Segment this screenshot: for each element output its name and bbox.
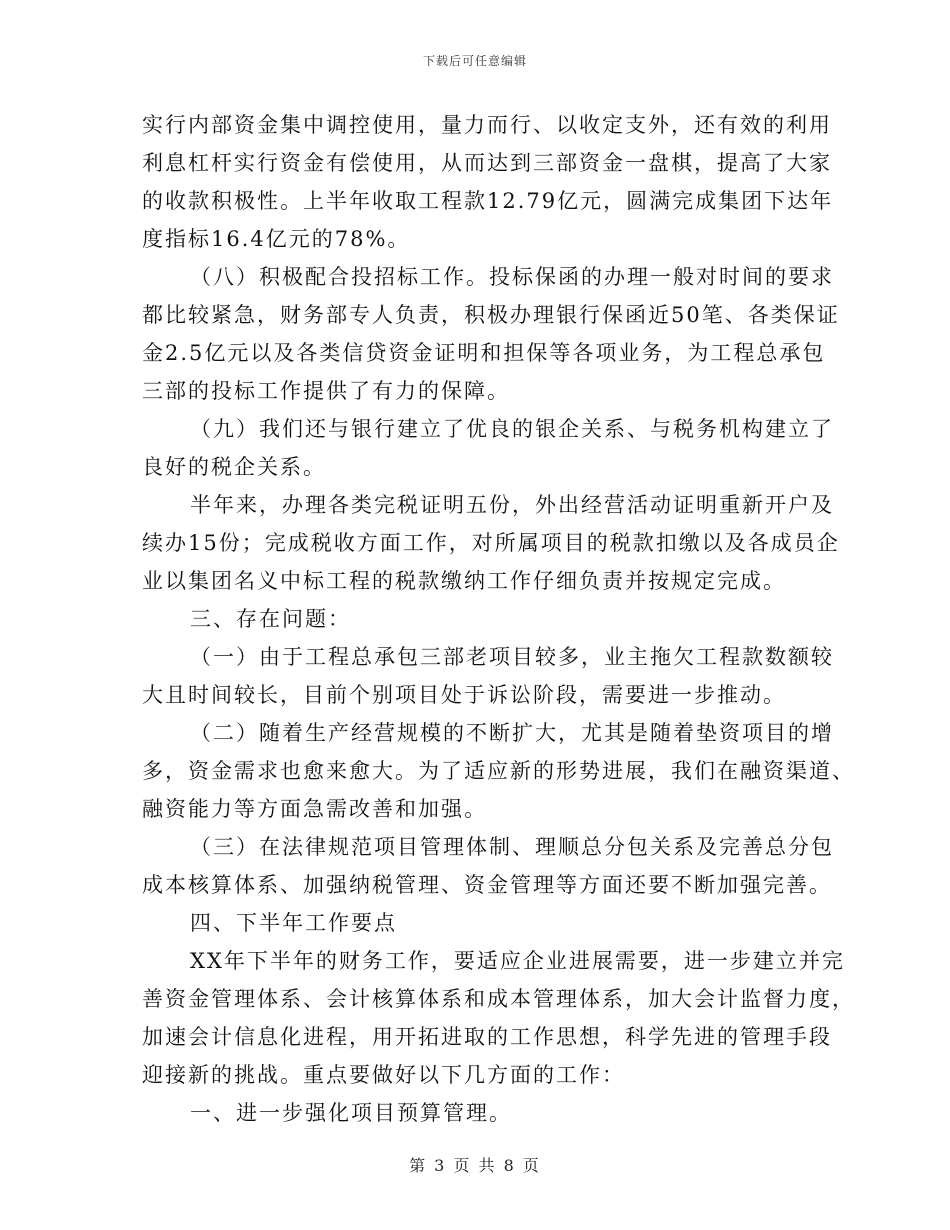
body-line: 都比较紧急，财务部专人负责，积极办理银行保函近50笔、各类保证: [142, 303, 840, 327]
body-line: 多，资金需求也愈来愈大。为了适应新的形势进展，我们在融资渠道、: [142, 759, 855, 783]
page-number-footer: 第 3 页 共 8 页: [409, 1156, 541, 1175]
body-line: 加速会计信息化进程，用开拓进取的工作思想，科学先进的管理手段: [142, 1025, 832, 1049]
body-line: 融资能力等方面急需改善和加强。: [142, 797, 487, 821]
page-header-note: 下载后可任意编辑: [422, 54, 527, 68]
body-line: （三）在法律规范项目管理体制、理顺总分包关系及完善总分包: [190, 835, 834, 859]
body-line: 半年来，办理各类完税证明五份，外出经营活动证明重新开户及: [190, 493, 834, 517]
body-line: 金2.5亿元以及各类信贷资金证明和担保等各项业务，为工程总承包: [142, 341, 826, 365]
body-line: （二）随着生产经营规模的不断扩大，尤其是随着垫资项目的增: [190, 721, 834, 745]
body-line: 迎接新的挑战。重点要做好以下几方面的工作：: [142, 1063, 625, 1087]
body-line: 度指标16.4亿元的78%。: [142, 227, 411, 251]
body-line: 成本核算体系、加强纳税管理、资金管理等方面还要不断加强完善。: [142, 873, 832, 897]
section-heading: 四、下半年工作要点: [190, 911, 397, 935]
body-line: 的收款积极性。上半年收取工程款12.79亿元，圆满完成集团下达年: [142, 189, 834, 213]
section-heading: 三、存在问题：: [190, 607, 351, 631]
body-line: 一、进一步强化项目预算管理。: [190, 1101, 512, 1125]
body-line: 善资金管理体系、会计核算体系和成本管理体系，加大会计监督力度，: [142, 987, 855, 1011]
body-line: XX年下半年的财务工作，要适应企业进展需要，进一步建立并完: [190, 949, 845, 973]
body-line: （九）我们还与银行建立了优良的银企关系、与税务机构建立了: [190, 417, 834, 441]
body-line: 业以集团名义中标工程的税款缴纳工作仔细负责并按规定完成。: [142, 569, 786, 593]
document-body: [142, 106, 855, 1132]
body-line: 实行内部资金集中调控使用，量力而行、以收定支外，还有效的利用: [142, 113, 832, 137]
body-line: 大且时间较长，目前个别项目处于诉讼阶段，需要进一步推动。: [142, 683, 786, 707]
body-line: 良好的税企关系。: [142, 455, 326, 479]
body-line: 利息杠杆实行资金有偿使用，从而达到三部资金一盘棋，提高了大家: [142, 151, 832, 175]
body-line: （一）由于工程总承包三部老项目较多，业主拖欠工程款数额较: [190, 645, 834, 669]
body-line: （八）积极配合投招标工作。投标保函的办理一般对时间的要求: [190, 265, 834, 289]
body-line: 三部的投标工作提供了有力的保障。: [142, 379, 510, 403]
body-line: 续办15份；完成税收方面工作，对所属项目的税款扣缴以及各成员企: [142, 531, 840, 555]
